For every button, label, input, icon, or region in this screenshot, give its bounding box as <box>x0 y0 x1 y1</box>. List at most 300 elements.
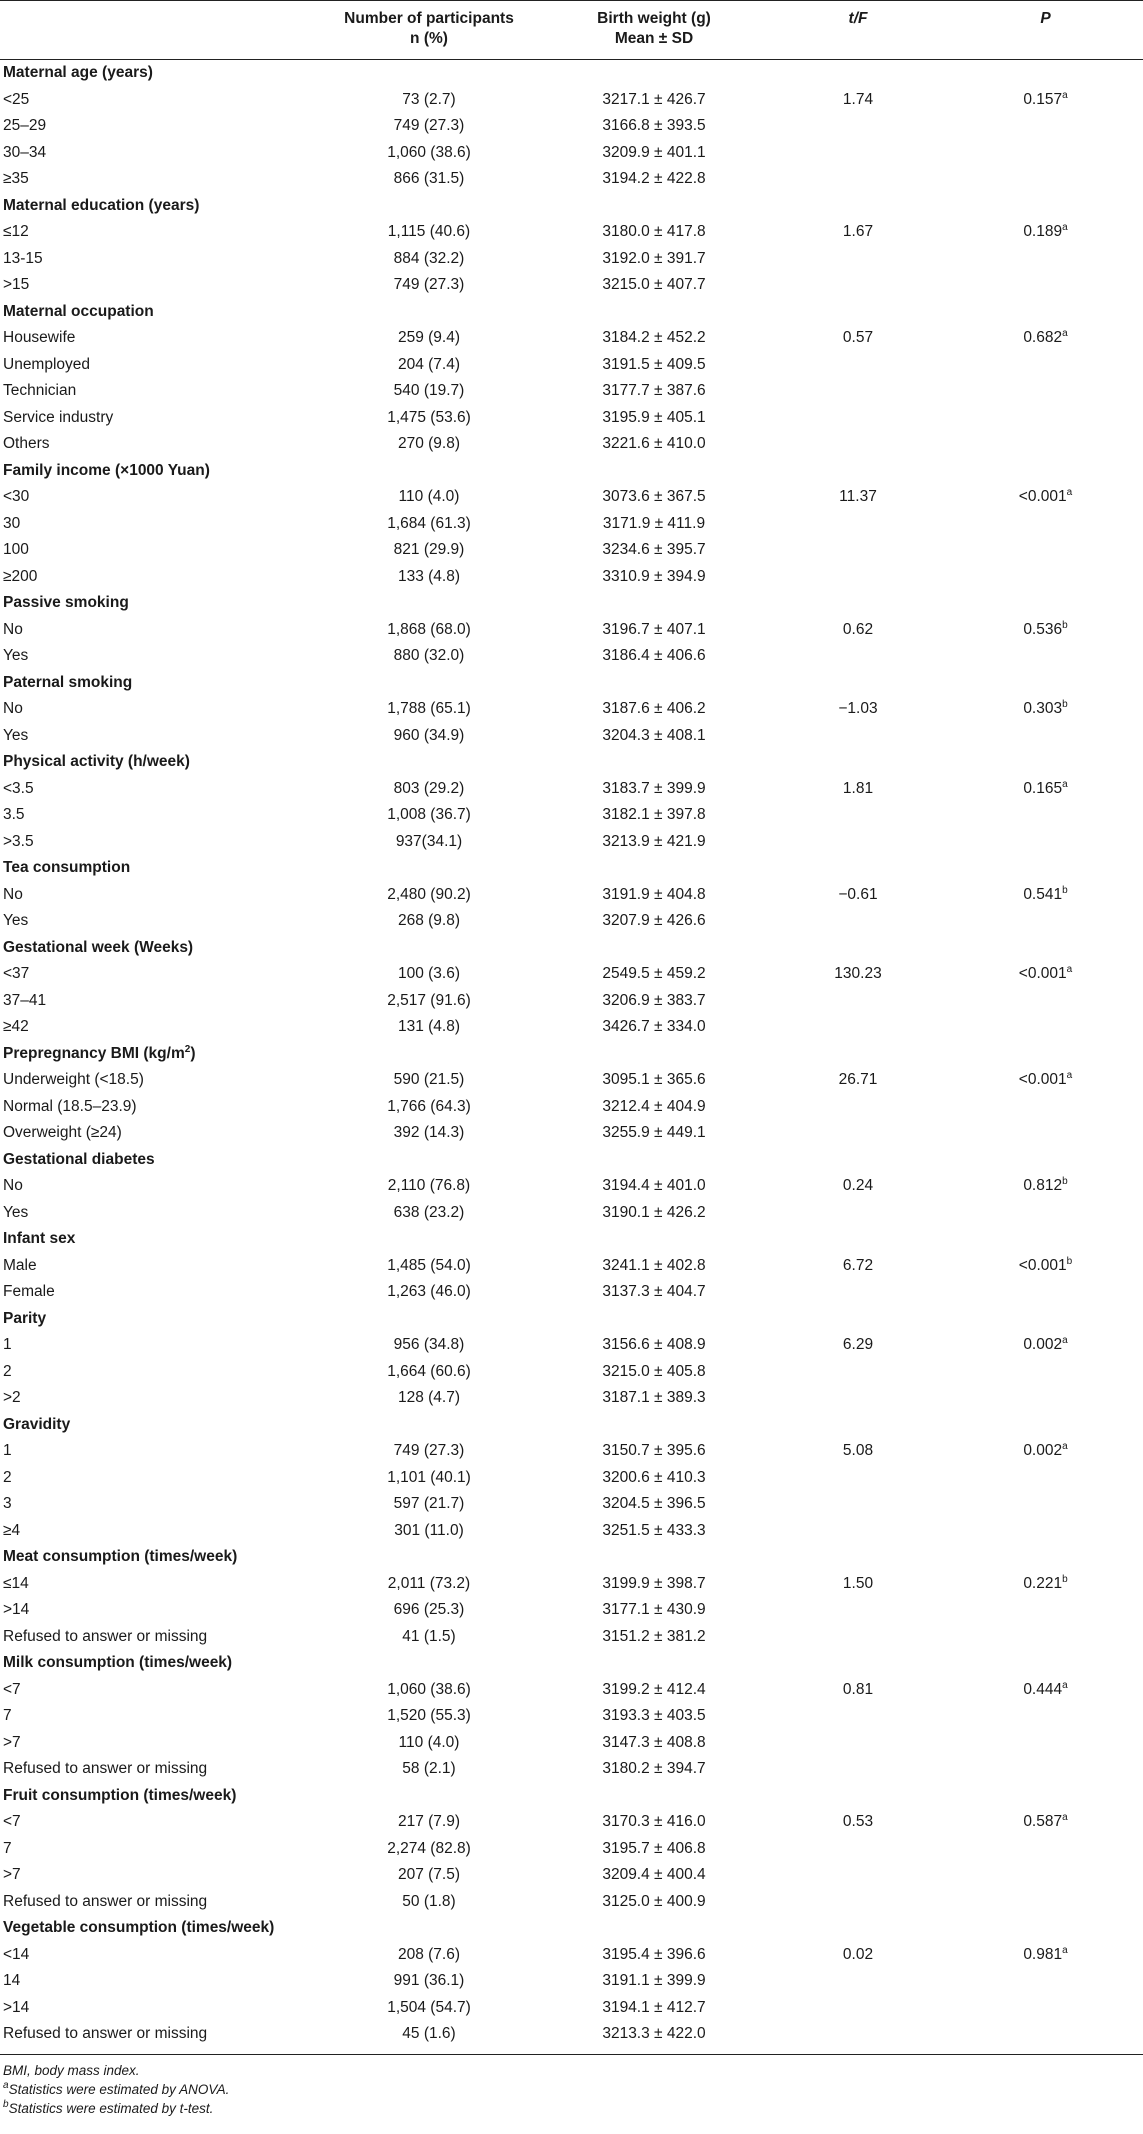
p-superscript: b <box>1062 1573 1068 1585</box>
table-row <box>0 1014 1143 1041</box>
p-superscript: b <box>1066 1255 1073 1267</box>
p-value: 0.812 <box>1023 1177 1063 1194</box>
row-label: Technician <box>3 382 77 399</box>
section-title-superscript: 2 <box>184 1043 191 1055</box>
tf-cell <box>768 1465 948 1492</box>
p-cell <box>948 246 1143 273</box>
table-row <box>0 1279 1143 1306</box>
footnote-b-text: Statistics were estimated by t-test. <box>8 2100 214 2116</box>
tf-cell: 5.08 <box>842 1442 874 1459</box>
p-cell <box>948 1995 1143 2022</box>
p-superscript: a <box>1066 1070 1073 1081</box>
p-cell <box>948 643 1143 670</box>
section-title <box>0 855 1143 882</box>
p-cell <box>948 1756 1143 1783</box>
p-cell <box>948 113 1143 140</box>
header-birth-weight-line2: Mean ± SD <box>614 30 694 47</box>
row-label: ≤12 <box>3 223 29 240</box>
section-title <box>0 299 1143 326</box>
row-label: Refused to answer or missing <box>3 1892 208 1910</box>
tf-cell <box>768 1491 948 1518</box>
table-row <box>0 87 1143 114</box>
section-row <box>0 193 1143 220</box>
row-label: Service industry <box>3 408 114 426</box>
birth-weight-cell: 3310.9 ± 394.9 <box>602 567 706 585</box>
table-row <box>0 166 1143 193</box>
p-cell <box>948 1200 1143 1227</box>
birth-weight-cell: 3195.9 ± 405.1 <box>602 408 706 426</box>
birth-weight-cell: 3196.7 ± 407.1 <box>602 620 706 638</box>
participants-cell: 58 (2.1) <box>402 1760 456 1777</box>
table-row <box>0 405 1143 432</box>
tf-cell <box>768 2021 948 2048</box>
p-superscript: a <box>1066 964 1073 975</box>
participants-cell: 1,263 (46.0) <box>387 1283 471 1300</box>
row-label: <25 <box>3 90 30 108</box>
footnote-a-mark: a <box>3 2079 9 2091</box>
birth-weight-cell: 3137.3 ± 404.7 <box>602 1283 706 1300</box>
p-value: 0.444 <box>1023 1680 1063 1698</box>
participants-cell: 1,520 (55.3) <box>387 1707 471 1724</box>
table-row <box>0 272 1143 299</box>
p-cell <box>948 617 1143 644</box>
tf-cell <box>768 1995 948 2022</box>
table-row <box>0 1624 1143 1651</box>
section-title-text: Vegetable consumption (times/week) <box>3 1919 275 1936</box>
birth-weight-cell: 3095.1 ± 365.6 <box>602 1071 706 1088</box>
birth-weight-cell: 3193.3 ± 403.5 <box>602 1707 706 1724</box>
p-cell <box>948 1968 1143 1995</box>
tf-cell: 0.62 <box>842 620 874 638</box>
section-title-text: Milk consumption (times/week) <box>3 1654 233 1671</box>
table-body <box>0 60 1143 2048</box>
table-row <box>0 511 1143 538</box>
section-row <box>0 1650 1143 1677</box>
birth-weight-cell: 3191.5 ± 409.5 <box>602 355 706 373</box>
birth-weight-cell: 3177.1 ± 430.9 <box>602 1601 706 1618</box>
table-row <box>0 643 1143 670</box>
row-label: 30 <box>3 514 21 532</box>
section-row <box>0 1544 1143 1571</box>
section-title-text: Passive smoking <box>3 594 129 611</box>
table-row <box>0 431 1143 458</box>
birth-weight-cell: 3195.4 ± 396.6 <box>602 1945 706 1963</box>
p-cell <box>948 405 1143 432</box>
header-birth-weight <box>540 1 768 60</box>
row-label: No <box>3 885 23 903</box>
table-row <box>0 537 1143 564</box>
row-label: <3.5 <box>3 779 34 797</box>
tf-cell: 0.02 <box>842 1945 874 1963</box>
row-label: >15 <box>3 276 30 293</box>
tf-cell: 0.24 <box>842 1177 874 1194</box>
row-label: 3.5 <box>3 806 25 823</box>
row-label: Yes <box>3 647 29 664</box>
table-row <box>0 802 1143 829</box>
row-label: >3.5 <box>3 832 34 850</box>
p-cell <box>948 564 1143 591</box>
footnote-a <box>3 2080 1140 2099</box>
header-row <box>0 1 1143 60</box>
row-label: Male <box>3 1256 37 1274</box>
row-label: Underweight (<18.5) <box>3 1071 144 1088</box>
row-label: 2 <box>3 1362 12 1380</box>
table-row <box>0 1677 1143 1704</box>
p-cell <box>948 829 1143 856</box>
table-row <box>0 1597 1143 1624</box>
p-cell <box>948 1862 1143 1889</box>
p-cell <box>948 219 1143 246</box>
section-row <box>0 935 1143 962</box>
section-row <box>0 1147 1143 1174</box>
section-title <box>0 1147 1143 1174</box>
birth-weight-cell: 3194.1 ± 412.7 <box>602 1998 706 2016</box>
participants-cell: 110 (4.0) <box>398 1733 460 1751</box>
participants-cell: 1,684 (61.3) <box>387 514 471 532</box>
p-cell <box>948 1120 1143 1147</box>
tf-cell <box>768 166 948 193</box>
section-title-text: Physical activity (h/week) <box>3 753 190 770</box>
participants-cell: 131 (4.8) <box>397 1018 461 1035</box>
p-value: 0.165 <box>1023 779 1063 797</box>
tf-cell <box>768 1200 948 1227</box>
p-cell <box>948 1438 1143 1465</box>
row-label: ≥4 <box>3 1521 21 1539</box>
participants-cell: 937(34.1) <box>395 832 463 850</box>
p-cell <box>948 1491 1143 1518</box>
p-value: <0.001 <box>1018 1071 1067 1088</box>
participants-cell: 133 (4.8) <box>397 567 461 585</box>
tf-cell <box>768 1094 948 1121</box>
row-label: 100 <box>3 541 29 558</box>
p-cell <box>948 723 1143 750</box>
row-label: <7 <box>3 1680 21 1698</box>
tf-cell <box>768 1968 948 1995</box>
participants-cell: 1,485 (54.0) <box>387 1256 471 1274</box>
table-row <box>0 1120 1143 1147</box>
birth-weight-cell: 3199.9 ± 398.7 <box>602 1574 706 1592</box>
birth-weight-cell: 3209.9 ± 401.1 <box>602 143 706 161</box>
tf-cell: 0.53 <box>842 1813 874 1830</box>
table-row <box>0 1809 1143 1836</box>
table-row <box>0 378 1143 405</box>
p-cell <box>948 802 1143 829</box>
birth-weight-cell: 3180.2 ± 394.7 <box>602 1760 706 1777</box>
birth-weight-cell: 3166.8 ± 393.5 <box>602 117 706 134</box>
p-cell <box>948 1942 1143 1969</box>
birth-weight-cell: 3191.1 ± 399.9 <box>602 1972 706 1989</box>
tf-cell: 26.71 <box>838 1071 878 1088</box>
table-row <box>0 1438 1143 1465</box>
section-title-text: Parity <box>3 1309 47 1327</box>
tf-cell <box>768 1836 948 1863</box>
tf-cell: 0.57 <box>842 329 874 346</box>
section-title <box>0 1544 1143 1571</box>
birth-weight-cell: 3426.7 ± 334.0 <box>602 1018 706 1035</box>
birth-weight-cell: 3156.6 ± 408.9 <box>602 1336 706 1353</box>
row-label: 1 <box>3 1442 12 1459</box>
participants-cell: 1,008 (36.7) <box>387 806 471 823</box>
p-value: 0.189 <box>1023 223 1063 240</box>
birth-weight-cell: 3215.0 ± 405.8 <box>602 1362 706 1380</box>
participants-cell: 1,504 (54.7) <box>387 1998 471 2016</box>
row-label: ≥35 <box>3 170 29 187</box>
table-row <box>0 961 1143 988</box>
row-label: Housewife <box>3 329 76 346</box>
participants-cell: 821 (29.9) <box>393 541 465 558</box>
tf-cell <box>768 643 948 670</box>
birth-weight-cell: 3194.2 ± 422.8 <box>602 170 706 187</box>
birth-weight-cell: 3251.5 ± 433.3 <box>602 1521 706 1539</box>
tf-cell: 1.74 <box>842 90 874 108</box>
p-value: <0.001 <box>1018 965 1067 982</box>
footnote-b-mark: b <box>3 2098 9 2110</box>
row-label: 14 <box>3 1972 21 1989</box>
birth-weight-cell: 3255.9 ± 449.1 <box>602 1124 706 1141</box>
birth-weight-cell: 3147.3 ± 408.8 <box>602 1733 706 1751</box>
section-title <box>0 193 1143 220</box>
section-row <box>0 749 1143 776</box>
p-cell <box>948 882 1143 909</box>
p-superscript: b <box>1062 1176 1068 1187</box>
tf-cell: 1.67 <box>842 223 874 240</box>
section-title-text: Maternal occupation <box>3 302 154 320</box>
p-cell <box>948 1597 1143 1624</box>
p-cell <box>948 1253 1143 1280</box>
footnote-abbreviation: BMI, body mass index. <box>3 2062 140 2078</box>
p-value: 0.541 <box>1023 885 1063 903</box>
p-superscript: b <box>1062 884 1068 896</box>
participants-cell: 866 (31.5) <box>393 170 465 187</box>
p-superscript: a <box>1062 1944 1068 1956</box>
p-value: 0.002 <box>1023 1336 1063 1353</box>
row-label: >7 <box>3 1866 21 1883</box>
tf-cell <box>768 537 948 564</box>
birth-weight-cell: 3191.9 ± 404.8 <box>602 885 706 903</box>
p-value: 0.303 <box>1023 700 1063 717</box>
birth-weight-cell: 3187.1 ± 389.3 <box>602 1389 706 1406</box>
p-superscript: a <box>1062 222 1068 233</box>
row-label: 3 <box>3 1495 12 1512</box>
row-label: Overweight (≥24) <box>3 1124 122 1141</box>
p-superscript: a <box>1062 1441 1068 1452</box>
p-value: 0.536 <box>1023 620 1063 638</box>
p-cell <box>948 166 1143 193</box>
row-label: 13-15 <box>3 249 43 267</box>
p-cell <box>948 1677 1143 1704</box>
participants-cell: 1,060 (38.6) <box>387 143 471 161</box>
birth-weight-cell: 3204.3 ± 408.1 <box>602 726 706 744</box>
table-row <box>0 696 1143 723</box>
participants-cell: 2,011 (73.2) <box>387 1574 471 1592</box>
tf-cell <box>768 431 948 458</box>
table-row <box>0 219 1143 246</box>
tf-cell <box>768 1862 948 1889</box>
header-participants-line2: n (%) <box>410 30 448 47</box>
tf-cell: −1.03 <box>838 700 878 717</box>
section-title-text: Paternal smoking <box>3 673 133 691</box>
row-label: 30–34 <box>3 143 47 161</box>
tf-cell <box>768 405 948 432</box>
birth-weight-cell: 3234.6 ± 395.7 <box>602 541 706 558</box>
row-label: 1 <box>3 1336 12 1353</box>
section-title-text: Meat consumption (times/week) <box>3 1548 238 1565</box>
birth-weight-cell: 3215.0 ± 407.7 <box>602 276 706 293</box>
header-p: P <box>948 1 1143 60</box>
row-label: 7 <box>3 1839 12 1857</box>
p-cell <box>948 1173 1143 1200</box>
section-row <box>0 855 1143 882</box>
p-cell <box>948 1279 1143 1306</box>
section-row <box>0 1915 1143 1942</box>
p-cell <box>948 1385 1143 1412</box>
tf-cell: 1.81 <box>842 779 874 797</box>
section-row <box>0 590 1143 617</box>
section-row <box>0 1226 1143 1253</box>
tf-cell: 6.29 <box>842 1336 874 1353</box>
participants-cell: 1,868 (68.0) <box>387 620 471 638</box>
participants-cell: 956 (34.8) <box>393 1336 465 1353</box>
participants-cell: 268 (9.8) <box>397 912 461 929</box>
table-row <box>0 140 1143 167</box>
header-participants <box>318 1 540 60</box>
header-variable <box>0 1 318 60</box>
tf-cell <box>768 988 948 1015</box>
participants-cell: 128 (4.7) <box>397 1389 461 1406</box>
p-cell <box>948 140 1143 167</box>
p-cell <box>948 1094 1143 1121</box>
participants-cell: 590 (21.5) <box>393 1071 465 1088</box>
p-value: <0.001 <box>1018 1256 1067 1274</box>
section-row <box>0 670 1143 697</box>
section-row <box>0 60 1143 87</box>
row-label: 25–29 <box>3 117 47 134</box>
p-cell <box>948 1067 1143 1094</box>
section-title <box>0 1915 1143 1942</box>
section-title-text: Family income (×1000 Yuan) <box>3 461 210 479</box>
tf-cell <box>768 1359 948 1386</box>
birth-weight-cell: 3180.0 ± 417.8 <box>602 223 706 240</box>
birth-weight-cell: 3183.7 ± 399.9 <box>602 779 706 797</box>
p-value: 0.682 <box>1023 329 1063 346</box>
p-value: 0.587 <box>1023 1813 1063 1830</box>
p-cell <box>948 1836 1143 1863</box>
p-superscript: a <box>1062 89 1068 101</box>
p-cell <box>948 87 1143 114</box>
birth-weight-cell: 3213.3 ± 422.0 <box>602 2025 706 2042</box>
participants-cell: 749 (27.3) <box>393 276 465 293</box>
section-title <box>0 1783 1143 1810</box>
birth-weight-cell: 3241.1 ± 402.8 <box>602 1256 706 1274</box>
tf-cell <box>768 1730 948 1757</box>
table-row <box>0 1968 1143 1995</box>
tf-cell <box>768 908 948 935</box>
section-title <box>0 590 1143 617</box>
section-title <box>0 1412 1143 1439</box>
birth-weight-cell: 3207.9 ± 426.6 <box>602 912 706 929</box>
header-tf: t/F <box>768 1 948 60</box>
participants-cell: 2,274 (82.8) <box>387 1839 471 1857</box>
section-title <box>0 458 1143 485</box>
section-title <box>0 1650 1143 1677</box>
tf-cell <box>768 829 948 856</box>
table-row <box>0 1465 1143 1492</box>
birth-weight-cell: 2549.5 ± 459.2 <box>602 965 706 982</box>
section-row <box>0 458 1143 485</box>
row-label: Yes <box>3 726 29 744</box>
birth-weight-cell: 3177.7 ± 387.6 <box>602 382 706 399</box>
birth-weight-cell: 3187.6 ± 406.2 <box>602 700 706 717</box>
birth-weight-cell: 3195.7 ± 406.8 <box>602 1839 706 1857</box>
table-row <box>0 1995 1143 2022</box>
participants-cell: 100 (3.6) <box>397 965 461 982</box>
p-cell <box>948 537 1143 564</box>
participants-cell: 1,475 (53.6) <box>387 408 471 426</box>
birth-weight-cell: 3184.2 ± 452.2 <box>602 329 706 346</box>
table-row <box>0 1571 1143 1598</box>
row-label: No <box>3 700 23 717</box>
table-row <box>0 1836 1143 1863</box>
table-row <box>0 1173 1143 1200</box>
row-label: Normal (18.5–23.9) <box>3 1097 137 1115</box>
participants-cell: 749 (27.3) <box>393 117 465 134</box>
section-title-suffix: ) <box>190 1044 196 1062</box>
participants-cell: 2,517 (91.6) <box>387 991 471 1009</box>
p-value: 0.002 <box>1023 1442 1063 1459</box>
p-cell <box>948 776 1143 803</box>
participants-cell: 110 (4.0) <box>398 488 460 505</box>
birth-weight-cell: 3190.1 ± 426.2 <box>602 1203 706 1221</box>
table-row <box>0 1253 1143 1280</box>
row-label: Refused to answer or missing <box>3 1760 208 1777</box>
row-label: 37–41 <box>3 991 47 1009</box>
p-cell <box>948 908 1143 935</box>
p-cell <box>948 1518 1143 1545</box>
participants-cell: 73 (2.7) <box>402 90 456 108</box>
footnote-a-text: Statistics were estimated by ANOVA. <box>8 2081 230 2097</box>
participants-cell: 301 (11.0) <box>394 1521 464 1539</box>
tf-cell: 6.72 <box>842 1256 874 1274</box>
tf-cell <box>768 1703 948 1730</box>
tf-cell <box>768 272 948 299</box>
tf-cell <box>768 1120 948 1147</box>
participants-cell: 803 (29.2) <box>393 779 465 797</box>
table-row <box>0 246 1143 273</box>
participants-cell: 638 (23.2) <box>393 1203 465 1221</box>
row-label: >14 <box>3 1601 30 1618</box>
p-cell <box>948 1571 1143 1598</box>
p-cell <box>948 378 1143 405</box>
p-cell <box>948 1014 1143 1041</box>
table-row <box>0 325 1143 352</box>
p-cell <box>948 1359 1143 1386</box>
birth-weight-cell: 3194.4 ± 401.0 <box>602 1177 706 1194</box>
birth-weight-cell: 3182.1 ± 397.8 <box>602 806 706 823</box>
participants-cell: 1,788 (65.1) <box>387 700 471 717</box>
section-row <box>0 1783 1143 1810</box>
p-cell <box>948 1624 1143 1651</box>
section-title-text: Fruit consumption (times/week) <box>3 1786 237 1804</box>
participants-cell: 540 (19.7) <box>393 382 465 399</box>
table-row <box>0 352 1143 379</box>
row-label: Female <box>3 1283 55 1300</box>
table-row <box>0 1385 1143 1412</box>
table-row <box>0 1491 1143 1518</box>
p-cell <box>948 961 1143 988</box>
table-row <box>0 113 1143 140</box>
row-label: No <box>3 620 23 638</box>
tf-cell <box>768 1624 948 1651</box>
